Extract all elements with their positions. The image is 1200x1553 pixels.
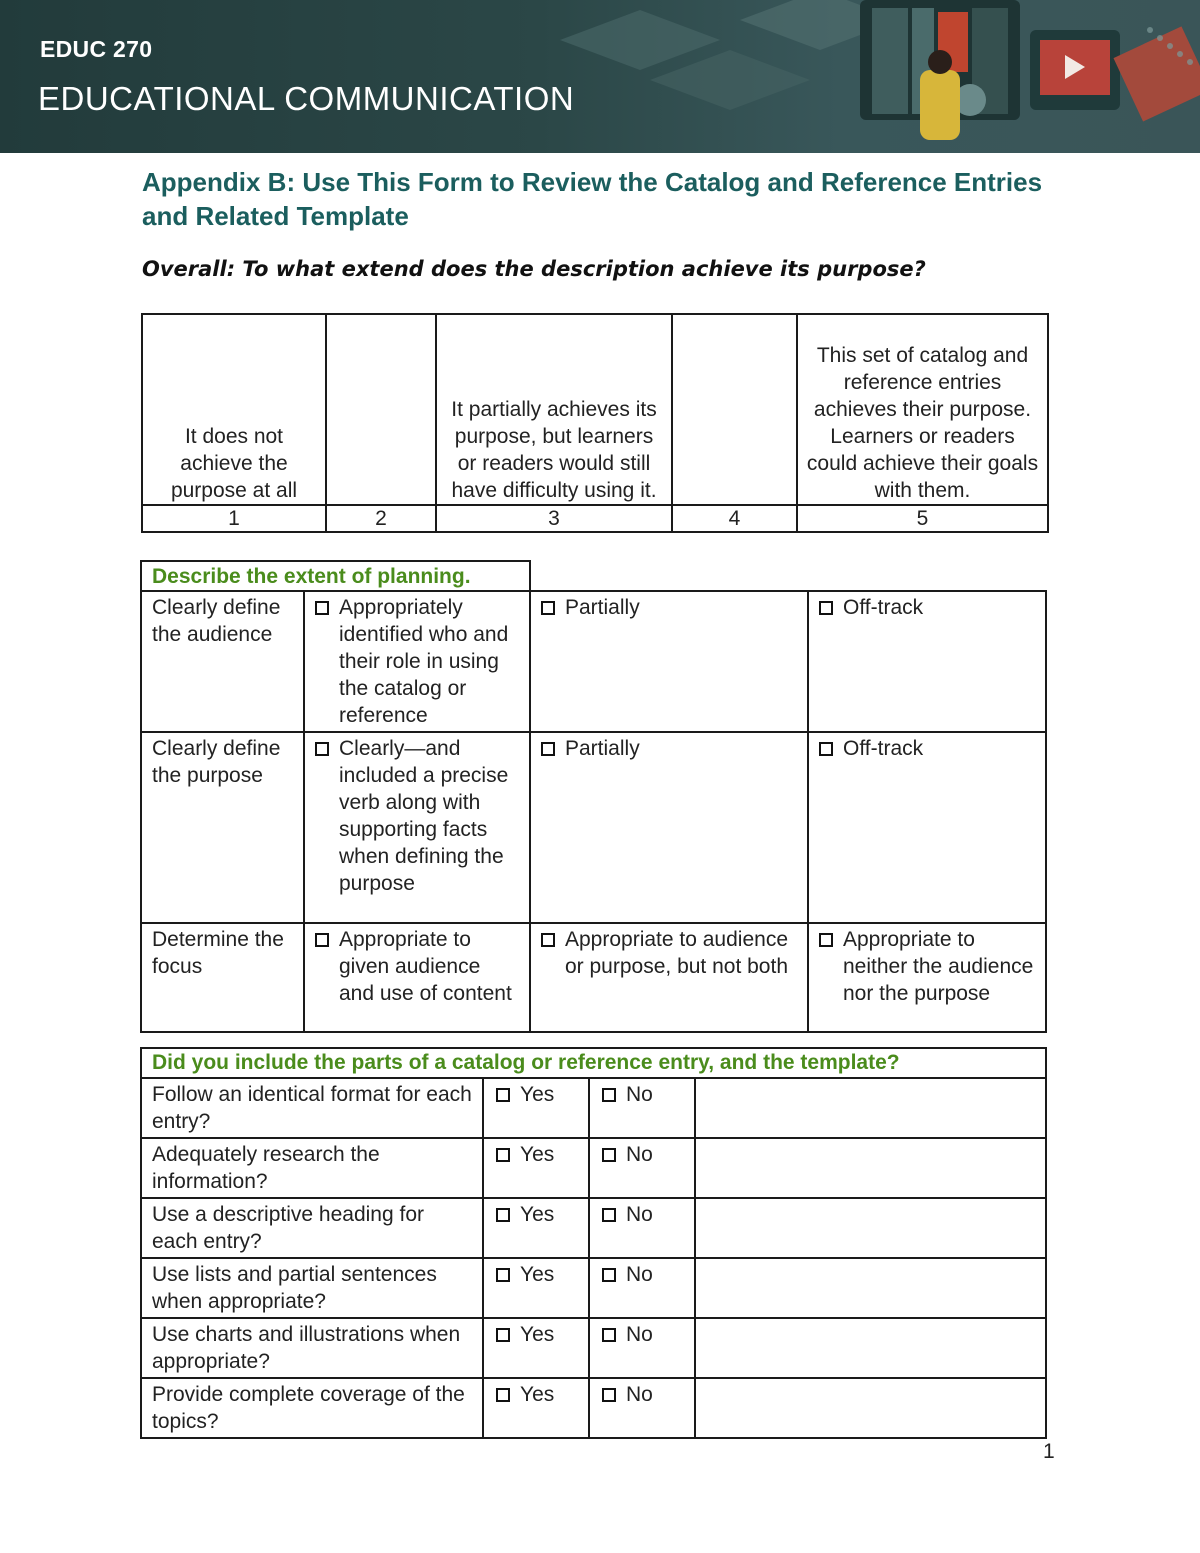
- checkbox-icon[interactable]: [496, 1088, 510, 1102]
- comment-cell[interactable]: [695, 1318, 1046, 1378]
- checklist-question: Use charts and illustrations when appropriate?: [141, 1318, 483, 1378]
- no-option[interactable]: [589, 1318, 695, 1378]
- planning-header-spacer: [530, 561, 1046, 591]
- checklist-question: Follow an identical format for each entry?: [141, 1078, 483, 1138]
- criterion-label: Determine the focus: [141, 923, 304, 1032]
- no-label: No: [626, 1383, 653, 1406]
- no-label: No: [626, 1323, 653, 1346]
- course-name: EDUCATIONAL COMMUNICATION: [38, 80, 575, 117]
- no-option[interactable]: [589, 1198, 695, 1258]
- checklist-question: Adequately research the information?: [141, 1138, 483, 1198]
- yes-label: Yes: [520, 1323, 555, 1346]
- yes-label: Yes: [520, 1383, 555, 1406]
- checklist-question: Use lists and partial sentences when appropriate?: [141, 1258, 483, 1318]
- rating-description: This set of catalog and reference entries achieves their purpose. Learners or readers could achieve their goals with them.: [797, 314, 1048, 505]
- checkbox-icon[interactable]: [602, 1208, 616, 1222]
- no-option[interactable]: [589, 1258, 695, 1318]
- checkbox-icon[interactable]: [819, 742, 833, 756]
- planning-table: [140, 560, 1047, 1033]
- option-cell[interactable]: [530, 591, 808, 732]
- yes-option[interactable]: [483, 1078, 589, 1138]
- checklist-question: Provide complete coverage of the topics?: [141, 1378, 483, 1438]
- page-number: 1: [1043, 1440, 1055, 1463]
- option-label: Appropriate to audience or purpose, but not both: [565, 928, 788, 978]
- checkbox-icon[interactable]: [602, 1268, 616, 1282]
- checkbox-icon[interactable]: [496, 1148, 510, 1162]
- comment-cell[interactable]: [695, 1378, 1046, 1438]
- rating-description: It partially achieves its purpose, but learners or readers would still have difficulty using it.: [436, 314, 672, 505]
- criterion-label: Clearly define the audience: [141, 591, 304, 732]
- checkbox-icon[interactable]: [541, 933, 555, 947]
- rating-number[interactable]: 5: [797, 505, 1048, 532]
- rating-number[interactable]: 3: [436, 505, 672, 532]
- comment-cell[interactable]: [695, 1258, 1046, 1318]
- comment-cell[interactable]: [695, 1138, 1046, 1198]
- checkbox-icon[interactable]: [541, 742, 555, 756]
- criterion-label: Clearly define the purpose: [141, 732, 304, 923]
- page-title: Appendix B: Use This Form to Review the Catalog and Reference Entries and Related Template: [142, 167, 1043, 231]
- no-label: No: [626, 1263, 653, 1286]
- checkbox-icon[interactable]: [819, 933, 833, 947]
- yes-option[interactable]: [483, 1138, 589, 1198]
- no-option[interactable]: [589, 1378, 695, 1438]
- rating-number[interactable]: 4: [672, 505, 797, 532]
- option-cell[interactable]: [304, 732, 530, 923]
- option-cell[interactable]: [304, 923, 530, 1032]
- yes-label: Yes: [520, 1203, 555, 1226]
- header-banner: [0, 0, 1200, 153]
- yes-option[interactable]: [483, 1258, 589, 1318]
- no-option[interactable]: [589, 1078, 695, 1138]
- rating-description: [672, 314, 797, 505]
- option-label: Partially: [565, 596, 640, 619]
- checkbox-icon[interactable]: [496, 1268, 510, 1282]
- yes-option[interactable]: [483, 1198, 589, 1258]
- planning-header: Describe the extent of planning.: [141, 561, 530, 591]
- option-cell[interactable]: [530, 732, 808, 923]
- option-label: Off-track: [843, 596, 924, 619]
- option-label: Off-track: [843, 737, 924, 760]
- checkbox-icon[interactable]: [315, 601, 329, 615]
- checkbox-icon[interactable]: [496, 1328, 510, 1342]
- yes-label: Yes: [520, 1083, 555, 1106]
- comment-cell[interactable]: [695, 1198, 1046, 1258]
- option-label: Appropriate to neither the audience nor the purpose: [843, 928, 1034, 1005]
- option-label: Appropriately identified who and their role in using the catalog or reference: [339, 596, 509, 727]
- rating-description: [326, 314, 436, 505]
- checklist-question: Use a descriptive heading for each entry?: [141, 1198, 483, 1258]
- checkbox-icon[interactable]: [315, 933, 329, 947]
- checkbox-icon[interactable]: [496, 1388, 510, 1402]
- banner-illustration: [560, 0, 1200, 153]
- yes-label: Yes: [520, 1143, 555, 1166]
- no-label: No: [626, 1143, 653, 1166]
- yes-option[interactable]: [483, 1318, 589, 1378]
- option-cell[interactable]: [304, 591, 530, 732]
- checkbox-icon[interactable]: [602, 1148, 616, 1162]
- option-label: Partially: [565, 737, 640, 760]
- rating-description: It does not achieve the purpose at all: [142, 314, 326, 505]
- option-cell[interactable]: [530, 923, 808, 1032]
- checkbox-icon[interactable]: [602, 1088, 616, 1102]
- option-cell[interactable]: [808, 732, 1046, 923]
- parts-checklist-table: [140, 1047, 1047, 1439]
- course-code: EDUC 270: [40, 36, 153, 62]
- yes-option[interactable]: [483, 1378, 589, 1438]
- checkbox-icon[interactable]: [541, 601, 555, 615]
- rating-number[interactable]: 1: [142, 505, 326, 532]
- overall-question: Overall: To what extend does the description achieve its purpose?: [142, 257, 926, 281]
- checkbox-icon[interactable]: [602, 1328, 616, 1342]
- option-label: Clearly—and included a precise verb along with supporting facts when defining the purpose: [339, 737, 509, 895]
- no-option[interactable]: [589, 1138, 695, 1198]
- yes-label: Yes: [520, 1263, 555, 1286]
- rating-scale-table: [141, 313, 1049, 533]
- comment-cell[interactable]: [695, 1078, 1046, 1138]
- checkbox-icon[interactable]: [602, 1388, 616, 1402]
- option-cell[interactable]: [808, 923, 1046, 1032]
- no-label: No: [626, 1083, 653, 1106]
- checkbox-icon[interactable]: [315, 742, 329, 756]
- option-cell[interactable]: [808, 591, 1046, 732]
- checkbox-icon[interactable]: [819, 601, 833, 615]
- no-label: No: [626, 1203, 653, 1226]
- option-label: Appropriate to given audience and use of content: [339, 928, 512, 1005]
- checkbox-icon[interactable]: [496, 1208, 510, 1222]
- parts-header: Did you include the parts of a catalog or reference entry, and the template?: [141, 1048, 1046, 1078]
- rating-number[interactable]: 2: [326, 505, 436, 532]
